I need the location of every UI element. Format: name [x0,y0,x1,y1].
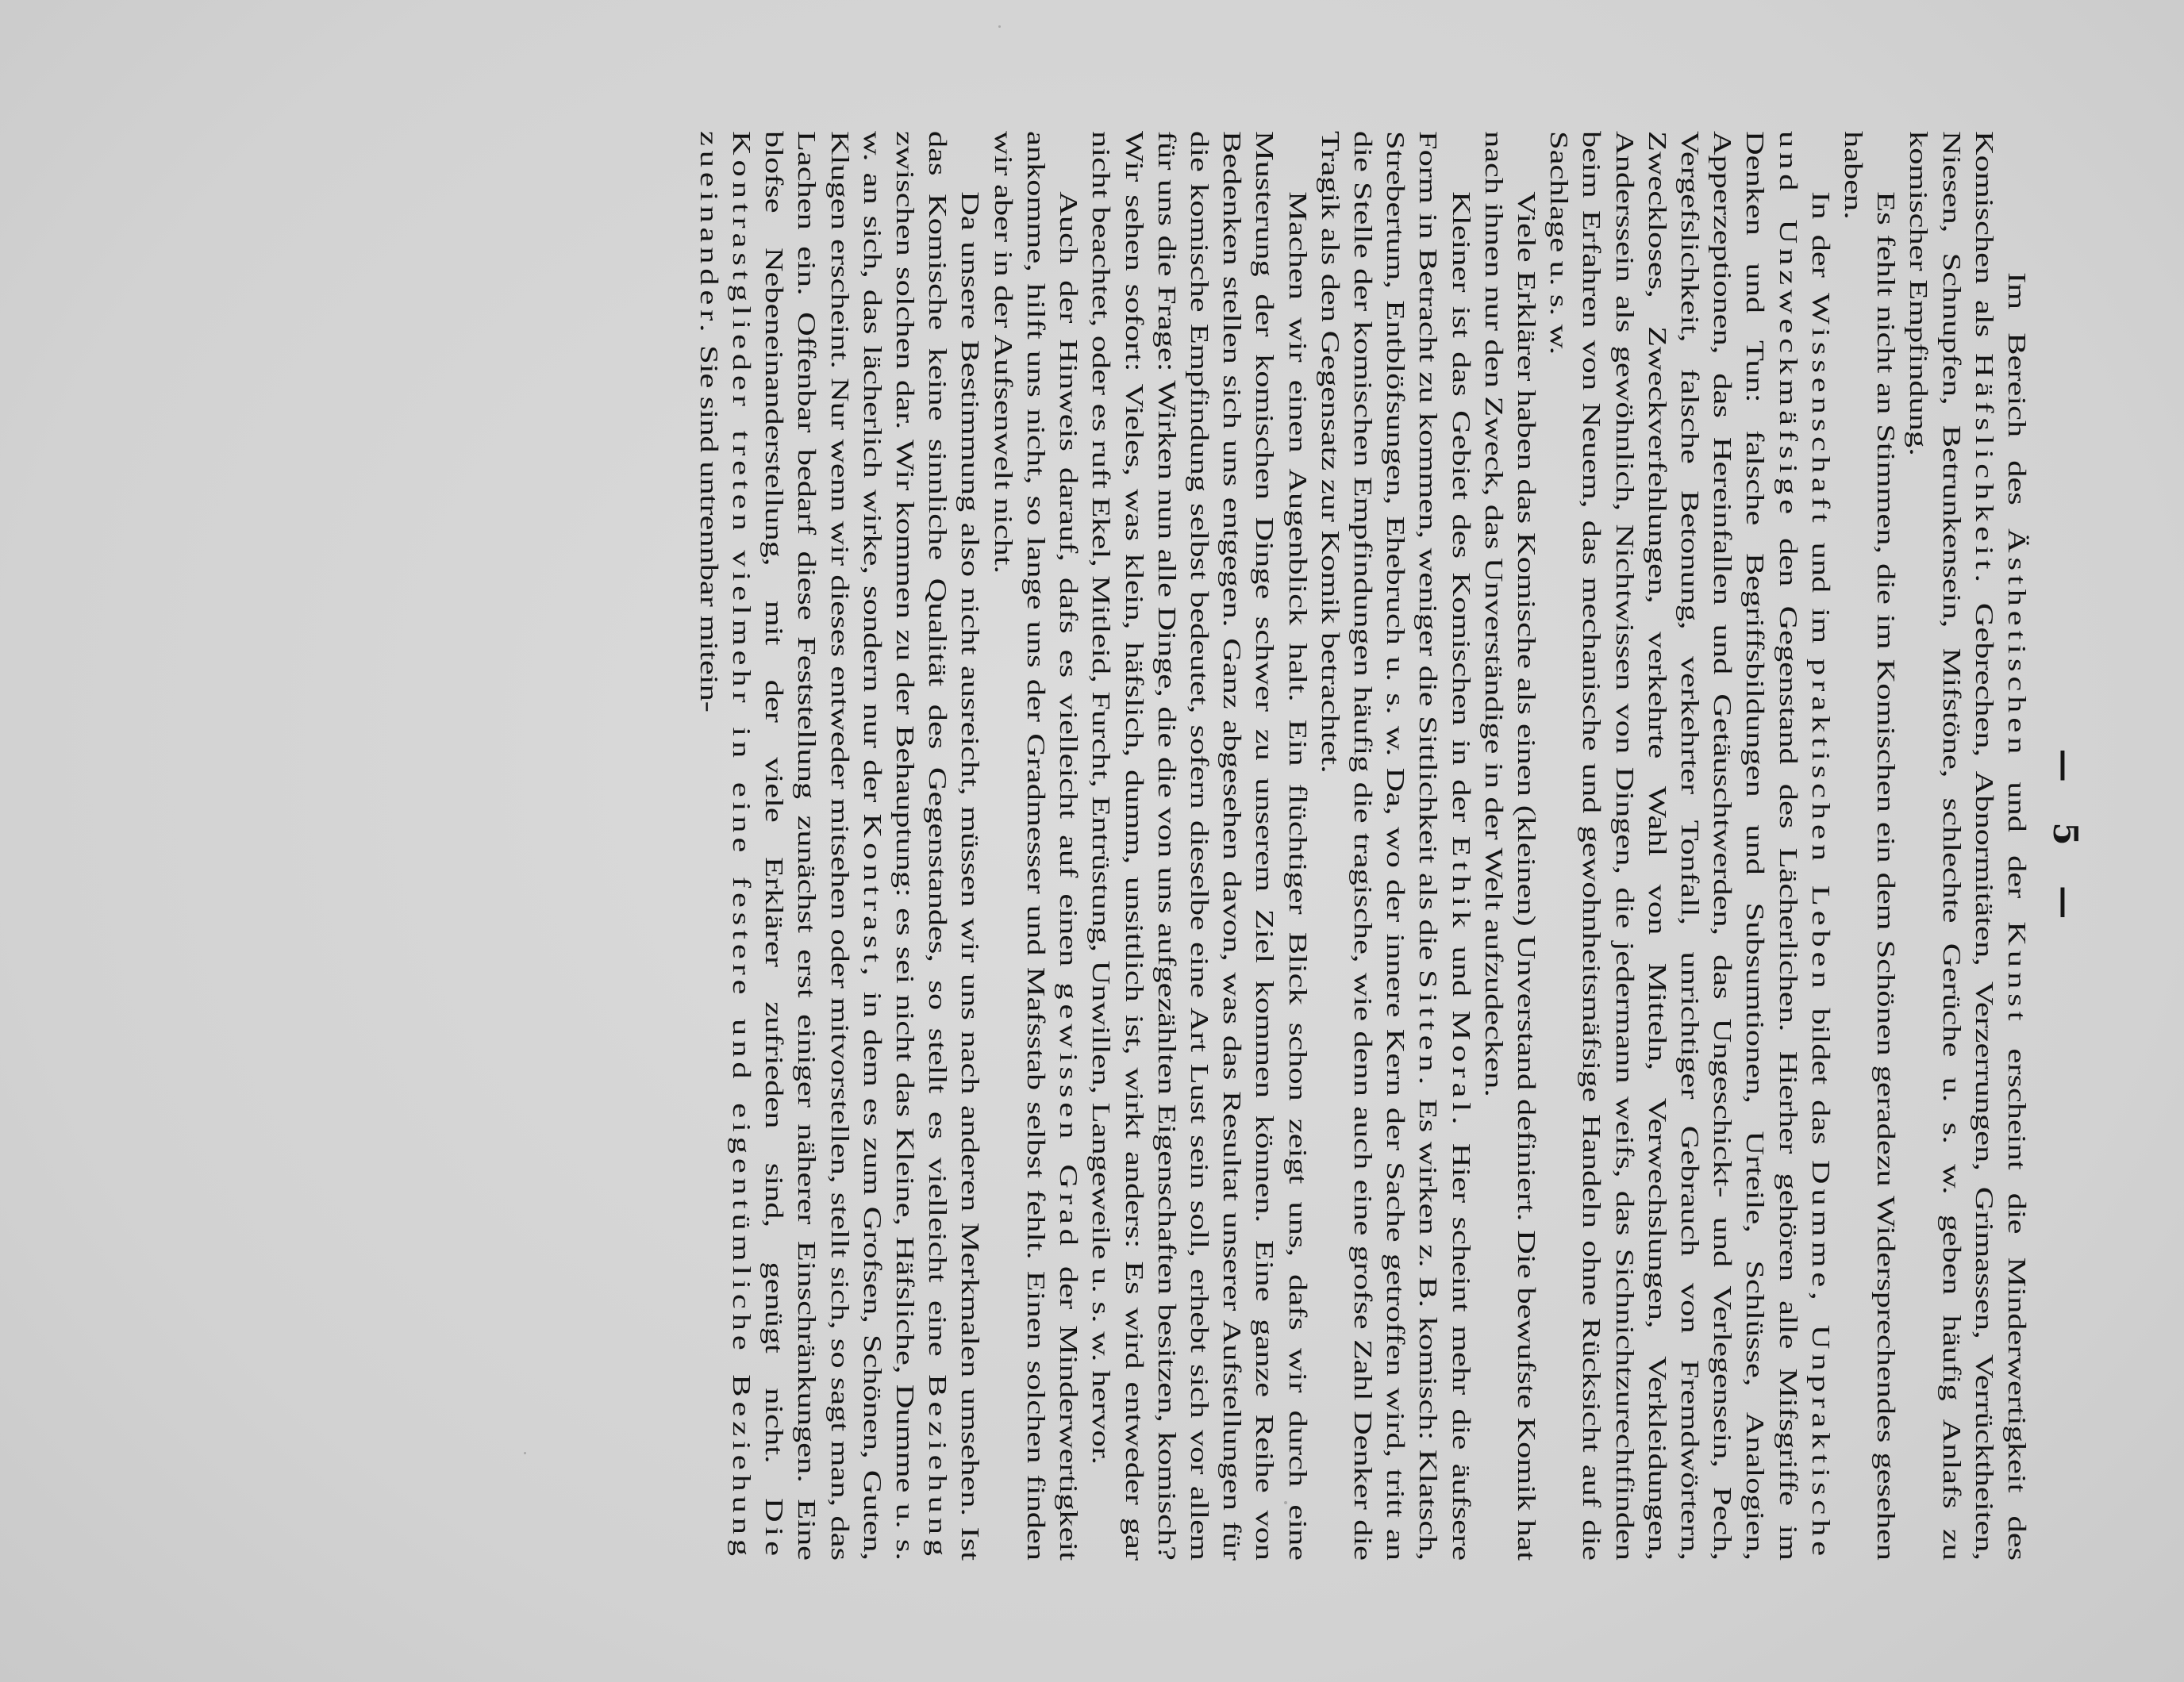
emphasized-text: praktischen Leben [1806,659,1836,993]
text-run: Es fehlt nicht an Stimmen, die im Komischen ein dem Schönen geradezu Widersprechendes gesehen haben. [1839,131,1901,1561]
text-run: Hier scheint mehr die äufsere Form in Betracht zu kommen, weniger die Sittlichkeit als die [1414,131,1476,1561]
emphasized-text: Moral. [1447,1010,1476,1130]
paragraph [1085,131,1313,1561]
text-run: und im [1806,527,1836,659]
text-run: der Minderwertigkeit ankomme, hilft uns nicht, so lange uns der Gradmesser und Mafsstab selbst fehlt. Einen solchen finden wir aber in der Aufsenwelt nicht. [989,131,1084,1561]
emphasized-text: gewissen Grad [1055,982,1084,1250]
emphasized-text: Wissenschaft [1806,292,1836,528]
emphasized-text: Sitten. [1414,970,1444,1090]
text-run: Auch der Hinweis darauf, dafs es vielleicht auf einen [1055,191,1084,983]
emphasized-text: vielmehr in eine festere und eigentümliche Beziehung zueinander. [694,131,757,1561]
text-run: erscheint die Minderwertigkeit des Komischen als [1970,131,2032,1561]
text-run: Im Bereich des [2003,272,2032,528]
paragraph [1478,131,1543,1561]
paragraph [1314,131,1478,1561]
emphasized-text: Ethik [1447,835,1476,933]
paragraph [1837,131,1902,1561]
paragraph [1902,131,2033,1561]
emphasized-text: Beziehung [924,1374,953,1561]
emphasized-text: Kontrast, [858,813,887,981]
text-run: und [1447,932,1476,1011]
body-text [693,131,2033,1561]
text-run: Sie sind untrennbar mitein- [694,336,724,712]
text-run: Kleiner ist das Gebiet des Komischen in der [1447,191,1476,836]
text-run: Viele Erklärer haben das Komische als einen (kleinen) Unverstand definiert. Die bewufste Komik hat nach ihnen nur den Zweck, das Unverständige in der Welt aufzudecken. [1479,131,1541,1561]
text-run: in dem es zum Grofsen, Schönen, Guten, Klugen erscheint. Nur wenn wir dieses entweder mitsehen oder mitvorstellen, stellt sich, so sagt man, das Lachen ein. Offenbar bedarf diese Feststellung zunächst erst einiger näherer Einschränkungen. Eine blofse Nebeneinanderstellung, mit der viele Erklärer zufrieden sind, genügt nicht. [760,131,887,1561]
text-run: Es wirken z. B. komisch: Klatsch, Strebertum, Entblöfsungen, Ehebruch u. s. w. Da, wo der innere Kern der Sache getroffen wird, tritt an die Stelle der komischen Empfindungen häufig die tragische, wie denn auch eine grofse Zahl Denker die Tragik als den Gegensatz zur Komik betrachtet. [1316,131,1444,1561]
text-run: Gebrechen, Abnormitäten, Verzerrungen, Grimassen, Verrücktheiten, Niesen, Schnupfen, Betrunkensein, Mifstöne, schlechte Gerüche u. s. w. geben häufig Anlafs zu komischer Empfindung. [1905,131,1999,1561]
page-number: — 5 — [2046,748,2085,934]
text-run: Machen wir einen Augenblick halt. Ein flüchtiger Blick schon zeigt uns, dafs wir durch eine Musterung der komischen Dinge schwer zu unserem Ziel kommen können. Eine ganze Reihe von Bedenken stellen sich uns entgegen. Ganz abgesehen davon, was das Resultat unserer Aufstellungen für die komische Empfindung selbst bedeutet, sofern dieselbe eine Art Lust sein soll, erhebt sich vor allem für uns die Frage: Wirken nun alle Dinge, die die von uns aufgezählten Eigenschaften besitzen, komisch? Wir sehen sofort: Vieles, was klein, häfslich, dumm, unsittlich ist, wirkt anders: Es wird entweder gar nicht beachtet, oder es ruft Ekel, Mitleid, Furcht, Entrüstung, Unwillen, Langeweile u. s. w. hervor. [1087,131,1313,1561]
emphasized-text: Ästhetischen [2003,528,2032,759]
emphasized-text: Die Kontrastglieder treten [728,131,790,1561]
text-run: Da unsere Bestimmung also nicht ausreicht, müssen wir uns nach anderen Merkmalen umsehen. Ist das Komische keine sinnliche Qualität des Gegenstandes, so stellt es vielleicht eine [924,131,986,1561]
emphasized-text: Häfslichkeit. [1970,353,1999,588]
paragraph [987,131,1086,1561]
text-run: In der [1806,191,1836,293]
text-run: den Gegenstand des Lächerlichen. Hierher gehören alle Mifsgriffe im Denken und Tun: falsche Begriffsbildungen und Subsumtionen, Urteile, Schlüsse, Analogien, Apperzeptionen, das Hereinfallen und Getäuschtwerden, das Ungeschickt- und Verlegensein, Pech, Vergefslichkeit, falsche Betonung, verkehrter Tonfall, unrichtiger Gebrauch von Fremdwörtern, Zweckloses, Zweckverfehlungen, verkehrte Wahl von Mitteln, Verwechslungen, Verkleidungen, Anderssein als gewöhnlich, Nichtwissen von Dingen, die jedermann weifs, das Sichnichtzurechtfinden beim Erfahren von Neuem, das mechanische und gewohnheitsmäfsige Handeln ohne Rücksicht auf die Sachlage u. s. w. [1545,131,1803,1561]
text-run: zwischen solchen dar. Wir kommen zu der Behauptung: es sei nicht das Kleine, Häfsliche, Dumme u. s. w. an sich, das lächerlich wirke, sondern nur der [858,131,921,1561]
text-run: bildet das [1806,993,1836,1160]
emphasized-text: Kunst [2003,921,2032,1026]
text-run: und der [2003,758,2032,922]
paragraph [1543,131,1837,1561]
text-run [728,536,756,551]
emphasized-text: Dumme, Unpraktische und Unzweckmäfsige [1774,131,1836,1561]
paragraph [693,131,987,1561]
